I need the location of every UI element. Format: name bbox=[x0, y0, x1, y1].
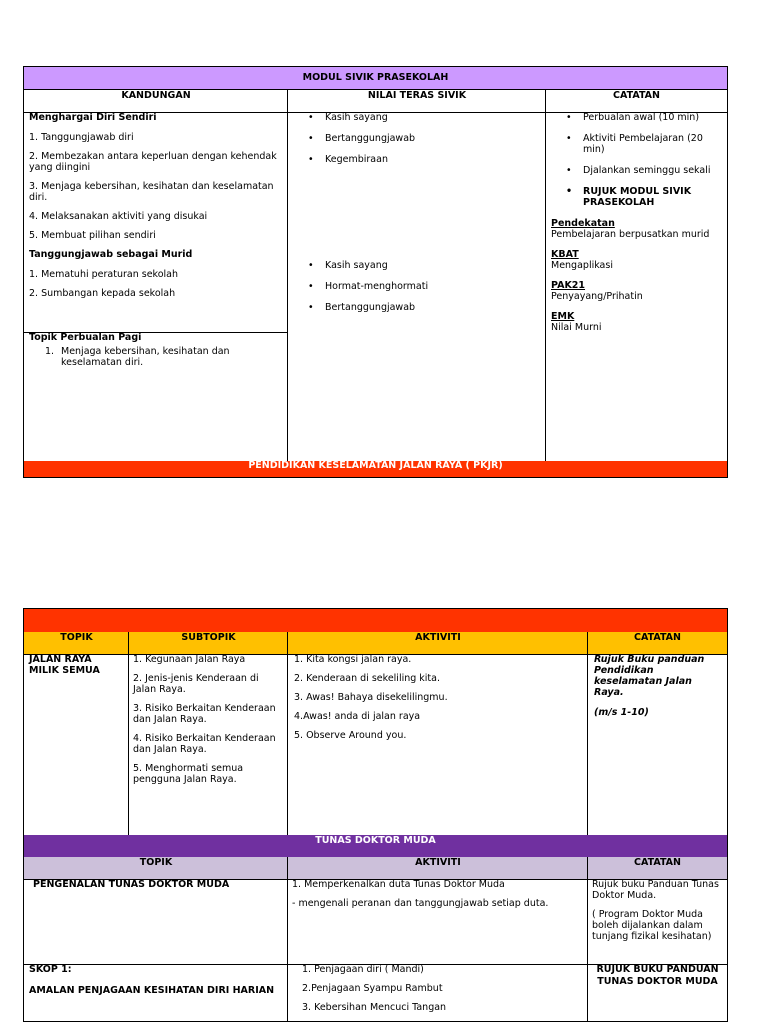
header-catatan-2: CATATAN bbox=[587, 632, 728, 655]
sivik-table bbox=[23, 66, 728, 478]
skop-aktiviti-item: 3. Kebersihan Mencuci Tangan bbox=[302, 1002, 447, 1013]
kandungan-item: 4. Melaksanakan aktiviti yang disukai bbox=[29, 211, 208, 222]
aktiviti-cell bbox=[287, 654, 588, 836]
header-nilai-teras: NILAI TERAS SIVIK bbox=[287, 90, 546, 113]
subtopik-item: 5. Menghormati semua pengguna Jalan Raya. bbox=[133, 763, 244, 785]
catatan-list bbox=[546, 112, 727, 208]
kandungan-item: 1. Tanggungjawab diri bbox=[29, 132, 134, 143]
topik-perbualan-item: 1. Menjaga kebersihan, kesihatan dan keselamatan diri. bbox=[45, 346, 230, 368]
aktiviti-item: 4.Awas! anda di jalan raya bbox=[294, 711, 421, 722]
tdm-bar bbox=[23, 835, 728, 858]
header-subtopik: SUBTOPIK bbox=[128, 632, 288, 655]
nilai-item: • Kasih sayang bbox=[288, 260, 428, 271]
nilai-item: • Hormat-menghormati bbox=[288, 281, 428, 292]
header-aktiviti: AKTIVITI bbox=[287, 632, 588, 655]
tdm-title: TUNAS DOKTOR MUDA bbox=[315, 835, 436, 846]
aktiviti-item: 2. Kenderaan di sekeliling kita. bbox=[294, 673, 440, 684]
catatan-pendekatan: Pendekatan Pembelajaran berpusatkan murid bbox=[551, 218, 710, 240]
subtopik-item: 3. Risiko Berkaitan Kenderaan dan Jalan Raya. bbox=[133, 703, 276, 725]
header-topik: TOPIK bbox=[23, 632, 129, 655]
nilai-item: • Bertanggungjawab bbox=[288, 133, 546, 144]
header-catatan: CATATAN bbox=[545, 90, 728, 113]
tdm-aktiviti-item: 1. Memperkenalkan duta Tunas Doktor Muda bbox=[292, 879, 505, 890]
tdm-aktiviti-item: - mengenali peranan dan tanggungjawab setiap duta. bbox=[292, 898, 549, 909]
catatan-item: • Perbualan awal (10 min) bbox=[546, 112, 727, 123]
tdm-catatan-item: Rujuk buku Panduan Tunas Doktor Muda. bbox=[592, 879, 719, 901]
aktiviti-item: 5. Observe Around you. bbox=[294, 730, 407, 741]
kandungan-heading-murid: Tanggungjawab sebagai Murid bbox=[29, 249, 193, 260]
nilai-list-1 bbox=[288, 112, 546, 165]
topik-perbualan-heading: Topik Perbualan Pagi bbox=[29, 332, 142, 343]
tdm-row2-catatan: RUJUK BUKU PANDUAN TUNAS DOKTOR MUDA bbox=[587, 964, 728, 1022]
aktiviti-item: 1. Kita kongsi jalan raya. bbox=[294, 654, 412, 665]
topik-cell bbox=[23, 654, 129, 836]
skop-aktiviti-item: 1. Penjagaan diri ( Mandi) bbox=[302, 964, 424, 975]
subtopik-item: 1. Kegunaan Jalan Raya bbox=[133, 654, 246, 665]
tdm-header-aktiviti: AKTIVITI bbox=[287, 857, 588, 880]
catatan-cell-2 bbox=[587, 654, 728, 836]
topik-perbualan-cell bbox=[23, 332, 288, 462]
pkjr-title: PENDIDIKAN KESELAMATAN JALAN RAYA ( PKJR) bbox=[248, 460, 503, 471]
nilai-item: • Kegembiraan bbox=[288, 154, 546, 165]
kandungan-heading-diri: Menghargai Diri Sendiri bbox=[29, 112, 157, 123]
sivik-title: MODUL SIVIK PRASEKOLAH bbox=[302, 72, 449, 83]
nilai-item: • Bertanggungjawab bbox=[288, 302, 428, 313]
pkjr-table bbox=[23, 608, 728, 1022]
tdm-row1-aktiviti bbox=[287, 879, 588, 965]
catatan-cell bbox=[545, 112, 728, 462]
nilai-list-2 bbox=[288, 260, 428, 323]
catatan-pages: (m/s 1-10) bbox=[594, 707, 649, 718]
skop-aktiviti-item: 2.Penjagaan Syampu Rambut bbox=[302, 983, 443, 994]
header-kandungan: KANDUNGAN bbox=[23, 90, 288, 113]
skop-label: SKOP 1: bbox=[29, 964, 72, 975]
tdm-header-topik: TOPIK bbox=[23, 857, 288, 880]
kandungan-item: 3. Menjaga kebersihan, kesihatan dan keselamatan diri. bbox=[29, 181, 274, 203]
catatan-kbat: KBAT Mengaplikasi bbox=[551, 249, 613, 271]
subtopik-cell bbox=[128, 654, 288, 836]
tdm-row1-topik: PENGENALAN TUNAS DOKTOR MUDA bbox=[23, 879, 288, 965]
kandungan-item: 1. Mematuhi peraturan sekolah bbox=[29, 269, 178, 280]
nilai-teras-cell bbox=[287, 112, 546, 462]
pkjr-bar bbox=[23, 461, 728, 478]
catatan-item: • Aktiviti Pembelajaran (20 min) bbox=[546, 133, 727, 155]
sivik-title-bar bbox=[23, 66, 728, 90]
topik-jalan-raya: JALAN RAYA MILIK SEMUA bbox=[29, 654, 100, 676]
skop-title: AMALAN PENJAGAAN KESIHATAN DIRI HARIAN bbox=[29, 985, 275, 996]
kandungan-item: 5. Membuat pilihan sendiri bbox=[29, 230, 156, 241]
subtopik-item: 2. Jenis-jenis Kenderaan di Jalan Raya. bbox=[133, 673, 259, 695]
aktiviti-item: 3. Awas! Bahaya disekelilingmu. bbox=[294, 692, 448, 703]
pkjr-red-bar bbox=[23, 608, 728, 633]
catatan-emk: EMK Nilai Murni bbox=[551, 311, 602, 333]
tdm-catatan-item: ( Program Doktor Muda boleh dijalankan dalam tunjang fizikal kesihatan) bbox=[592, 909, 712, 942]
nilai-item: • Kasih sayang bbox=[288, 112, 546, 123]
catatan-item: • Djalankan seminggu sekali bbox=[546, 165, 727, 176]
tdm-row2-topik bbox=[23, 964, 288, 1022]
kandungan-item: 2. Sumbangan kepada sekolah bbox=[29, 288, 176, 299]
kandungan-item: 2. Membezakan antara keperluan dengan kehendak yang diingini bbox=[29, 151, 277, 173]
tdm-row1-catatan bbox=[587, 879, 728, 965]
catatan-rujuk: • RUJUK MODUL SIVIK PRASEKOLAH bbox=[546, 186, 727, 208]
kandungan-cell bbox=[23, 112, 288, 333]
tdm-row2-aktiviti bbox=[287, 964, 588, 1022]
subtopik-item: 4. Risiko Berkaitan Kenderaan dan Jalan Raya. bbox=[133, 733, 276, 755]
tdm-header-catatan: CATATAN bbox=[587, 857, 728, 880]
catatan-rujuk-pkjr: Rujuk Buku panduan Pendidikan keselamatan Jalan Raya. bbox=[594, 654, 705, 698]
catatan-pak21: PAK21 Penyayang/Prihatin bbox=[551, 280, 643, 302]
